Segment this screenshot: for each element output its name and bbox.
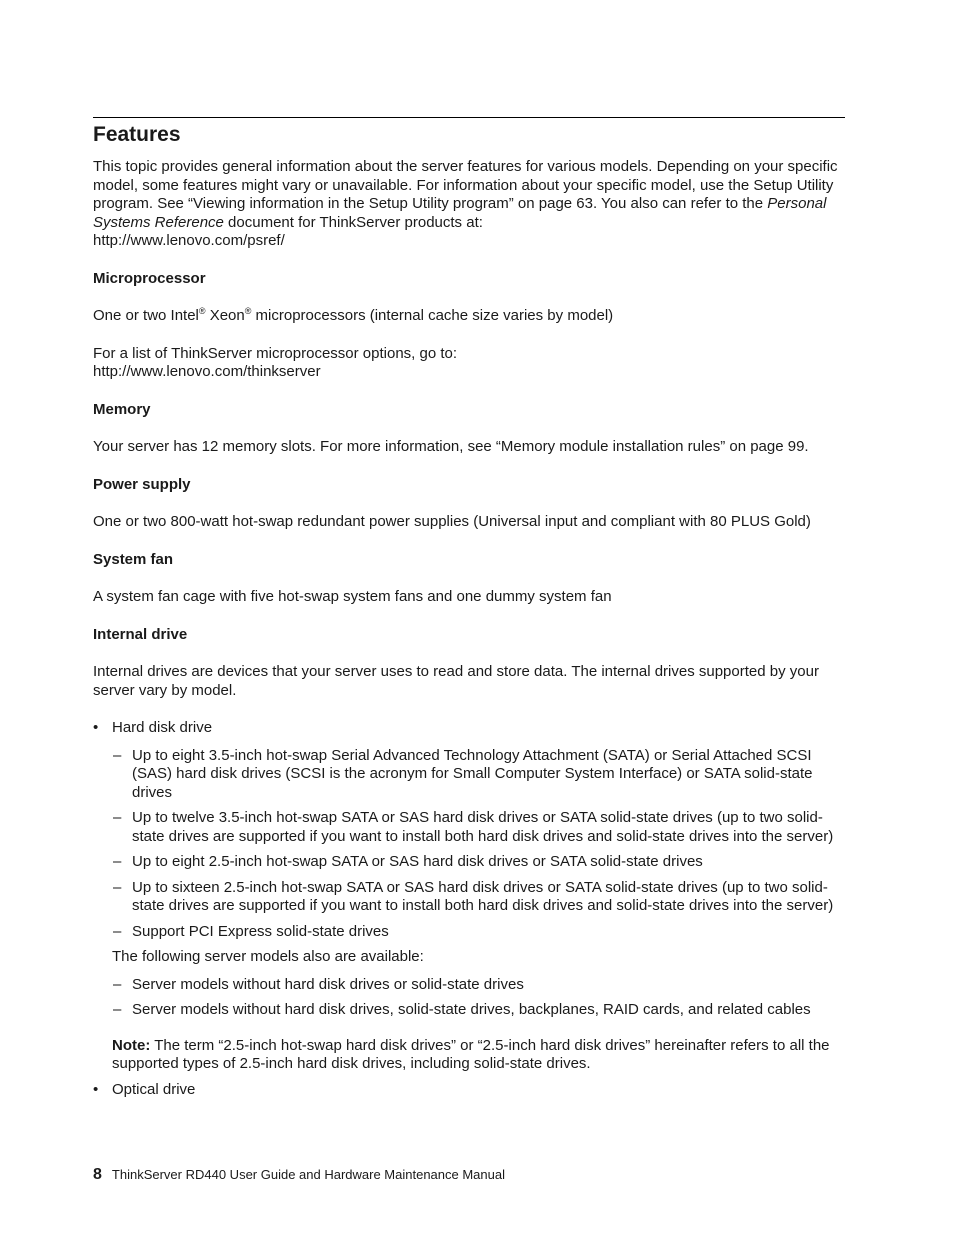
list-item-optical-drive: • Optical drive [93, 1080, 196, 1098]
list-item: – Server models without hard disk drives, solid-state drives, backplanes, RAID cards, and related cables [113, 1001, 811, 1018]
note-label: Note: [112, 1036, 151, 1054]
dash-icon: – [113, 878, 122, 896]
heading-memory: Memory [93, 400, 151, 418]
list-item: – Up to eight 2.5-inch hot-swap SATA or SAS hard disk drives or SATA solid-state drives [113, 853, 703, 870]
list-item: – Server models without hard disk drives or solid-state drives [113, 975, 524, 993]
dash-icon: – [113, 1001, 122, 1018]
heading-internal-drive: Internal drive [93, 625, 188, 643]
system-fan-text: A system fan cage with five hot-swap system fans and one dummy system fan [93, 588, 612, 605]
heading-microprocessor: Microprocessor [93, 269, 206, 287]
list-item: – Up to sixteen 2.5-inch hot-swap SATA or SAS hard disk drives or SATA solid-state drives (up to two solid-state drives are supported if you want to install both hard disk drives and solid-state drives into the server) [113, 878, 834, 914]
page-footer [93, 1166, 505, 1184]
intro-paragraph: This topic provides general information about the server features for various models. Depending on your specific model, some features might vary or unavailable. For information about your specific model, use the Setup Utility program. See “Viewing information in the Setup Utility program” on page 63. You also can refer to the Personal Systems Reference document for ThinkServer products at: http://www.lenovo.com/psref/ [93, 158, 838, 249]
microprocessor-text: One or two Intel® Xeon® microprocessors (internal cache size varies by model) [93, 306, 614, 324]
page-title: Features [93, 123, 181, 146]
list-item: – Support PCI Express solid-state drives [113, 922, 389, 940]
bullet-icon: • [93, 719, 99, 736]
list-item: – Up to eight 3.5-inch hot-swap Serial Advanced Technology Attachment (SATA) or Serial Attached SCSI (SAS) hard disk drives (SCSI is the acronym for Small Computer System Interface) or SATA solid-state drives [113, 746, 813, 801]
models-intro: The following server models also are available: [112, 948, 424, 965]
list-item: – Up to twelve 3.5-inch hot-swap SATA or SAS hard disk drives or SATA solid-state drives (up to two solid-state drives are supported if you want to install both hard disk drives and solid-state drives into the server) [113, 809, 834, 845]
dash-icon: – [113, 853, 122, 870]
heading-power-supply: Power supply [93, 475, 191, 493]
page-number: 8 [93, 1166, 102, 1183]
dash-icon: – [113, 746, 122, 764]
footer-doc-title: ThinkServer RD440 User Guide and Hardware Maintenance Manual [111, 1167, 505, 1182]
bullet-icon: • [93, 1080, 99, 1098]
psref-url[interactable]: http://www.lenovo.com/psref/ [93, 232, 285, 249]
internal-drive-text: Internal drives are devices that your server uses to read and store data. The internal drives supported by your server vary by model. [93, 663, 819, 699]
note-paragraph: Note: The term “2.5-inch hot-swap hard disk drives” or “2.5-inch hard disk drives” hereinafter refers to all the supported types of 2.5-inch hard disk drives, including solid-state drives. [112, 1036, 830, 1072]
page-content [93, 117, 845, 1108]
memory-text: Your server has 12 memory slots. For more information, see “Memory module installation rules” on page 99. [93, 438, 809, 455]
microprocessor-options: For a list of ThinkServer microprocessor options, go to: http://www.lenovo.com/thinkserver [93, 344, 458, 380]
list-item-hard-disk-drive: • Hard disk drive [93, 719, 213, 736]
dash-icon: – [113, 922, 122, 940]
top-rule [93, 117, 845, 118]
heading-system-fan: System fan [93, 550, 174, 568]
dash-icon: – [113, 975, 122, 993]
power-supply-text: One or two 800-watt hot-swap redundant power supplies (Universal input and compliant with 80 PLUS Gold) [93, 513, 811, 530]
dash-icon: – [113, 809, 122, 826]
thinkserver-url[interactable]: http://www.lenovo.com/thinkserver [93, 363, 321, 380]
